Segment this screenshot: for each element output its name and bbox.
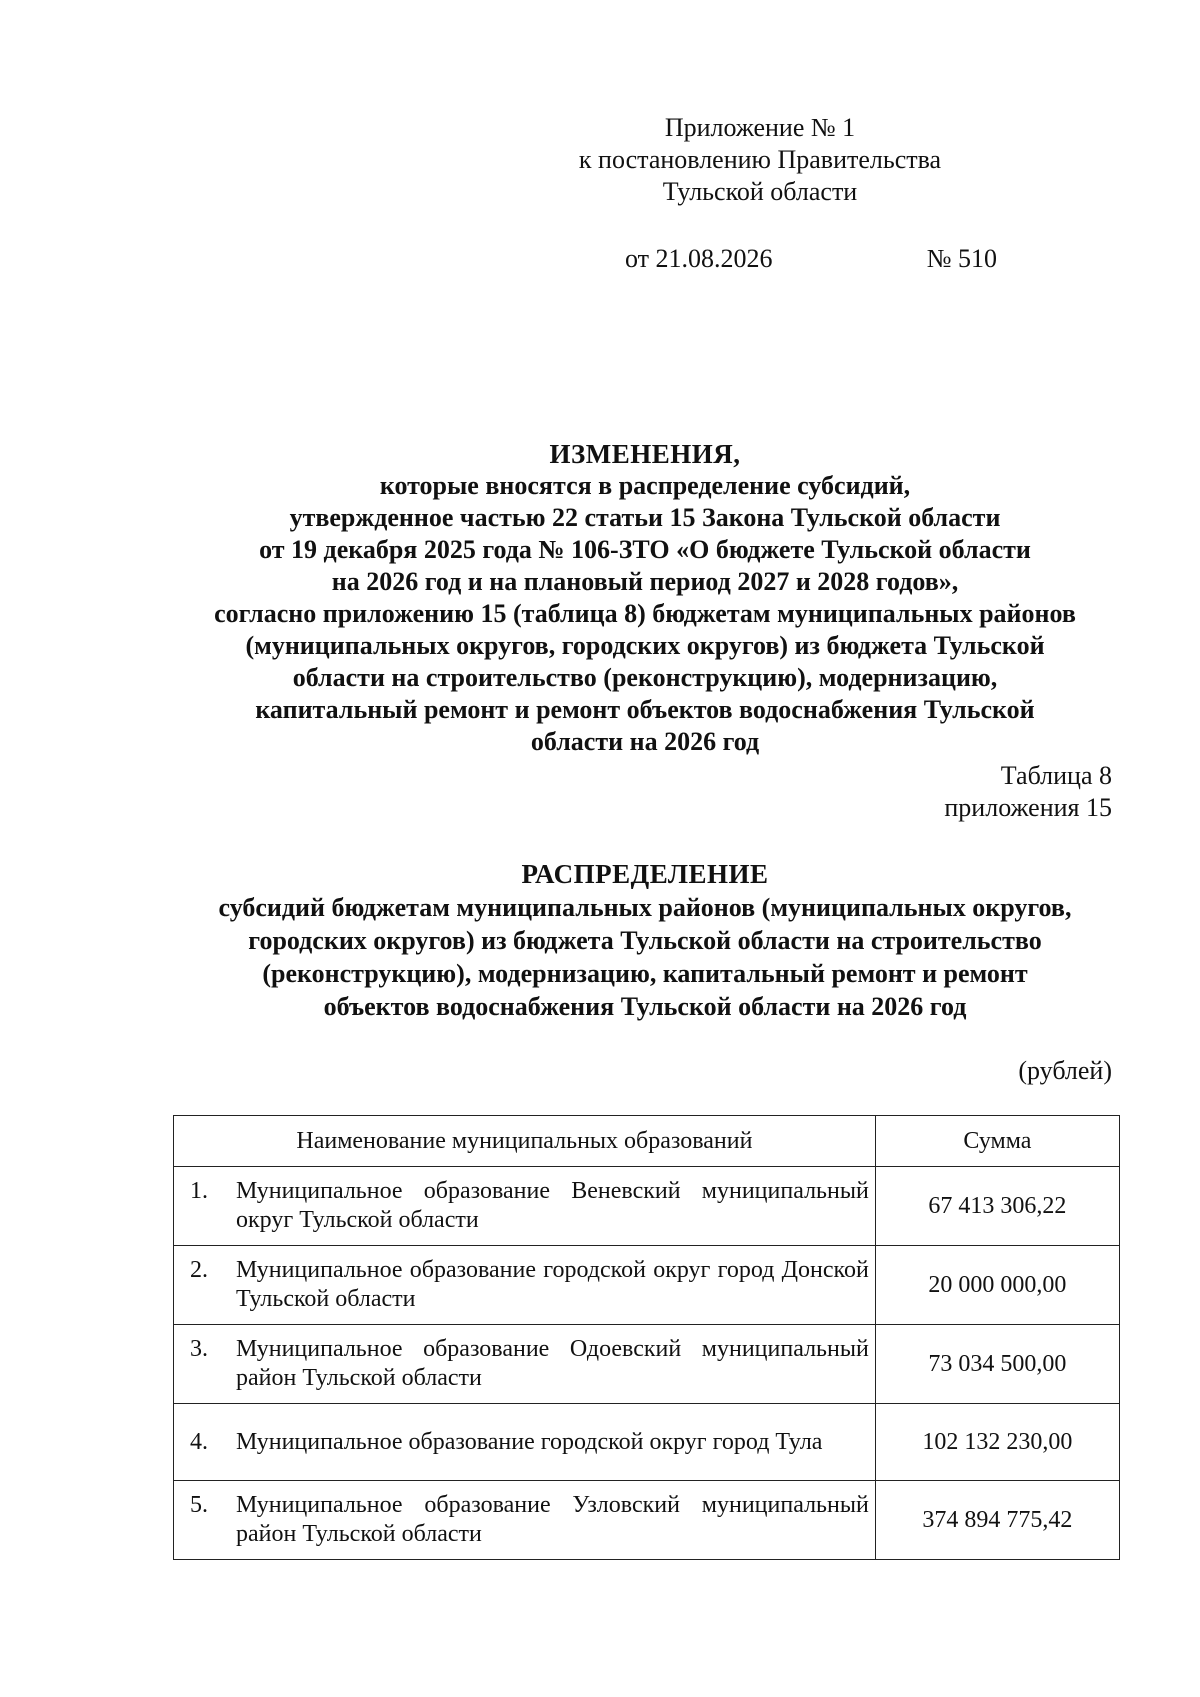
distribution-heading: РАСПРЕДЕЛЕНИЕ	[521, 859, 769, 889]
row-number: 4.	[190, 1428, 208, 1455]
appendix-number: Приложение № 1	[664, 113, 856, 142]
row-name-cell	[174, 1481, 876, 1560]
distribution-table	[173, 1115, 1120, 1560]
distribution-title-line: субсидий бюджетам муниципальных районов (муниципальных округов,	[218, 893, 1072, 922]
row-sum: 67 413 306,22	[875, 1167, 1119, 1246]
decree-date-number	[625, 243, 997, 275]
appendix-region: Тульской области	[662, 177, 858, 206]
municipality-name: Муниципальное образование Веневский муниципальный округ Тульской области	[236, 1178, 869, 1233]
header-sum: Сумма	[875, 1116, 1119, 1167]
changes-title-line: утвержденное частью 22 статьи 15 Закона Тульской области	[289, 503, 1001, 532]
units-label: (рублей)	[1018, 1056, 1112, 1085]
decree-date: от 21.08.2026	[625, 244, 773, 273]
municipality-name: Муниципальное образование городской округ город Донской Тульской области	[236, 1257, 869, 1312]
decree-number: № 510	[926, 244, 997, 273]
row-sum: 20 000 000,00	[875, 1246, 1119, 1325]
changes-title-line: (муниципальных округов, городских округов) из бюджета Тульской	[245, 631, 1045, 660]
table-row	[174, 1325, 1120, 1404]
row-number: 3.	[190, 1336, 208, 1362]
row-name-cell	[174, 1325, 876, 1404]
table-row	[174, 1481, 1120, 1560]
table-number: Таблица 8	[1000, 761, 1112, 790]
row-name-cell	[174, 1167, 876, 1246]
row-number: 1.	[190, 1178, 208, 1204]
municipality-name: Муниципальное образование Узловский муниципальный район Тульской области	[236, 1492, 869, 1547]
row-number: 2.	[190, 1257, 208, 1283]
table-appendix: приложения 15	[944, 793, 1112, 822]
municipality-name: Муниципальное образование Одоевский муниципальный район Тульской области	[236, 1336, 869, 1391]
row-name-cell	[174, 1404, 876, 1481]
row-sum: 73 034 500,00	[875, 1325, 1119, 1404]
distribution-title-line: (реконструкцию), модернизацию, капитальный ремонт и ремонт	[262, 959, 1028, 988]
row-number: 5.	[190, 1492, 208, 1518]
table-row	[174, 1167, 1120, 1246]
distribution-title	[150, 858, 1140, 1023]
row-sum: 374 894 775,42	[875, 1481, 1119, 1560]
appendix-decree-ref: к постановлению Правительства	[578, 145, 942, 174]
changes-title-line: капитальный ремонт и ремонт объектов водоснабжения Тульской	[255, 695, 1035, 724]
row-name-cell	[174, 1246, 876, 1325]
changes-title-line: на 2026 год и на плановый период 2027 и 2028 годов»,	[331, 567, 959, 596]
changes-title	[150, 438, 1140, 758]
changes-heading: ИЗМЕНЕНИЯ,	[549, 439, 741, 469]
changes-title-line: согласно приложению 15 (таблица 8) бюджетам муниципальных районов	[214, 599, 1076, 628]
changes-title-line: области на строительство (реконструкцию), модернизацию,	[292, 663, 998, 692]
table-row	[174, 1404, 1120, 1481]
appendix-reference	[560, 112, 960, 208]
distribution-title-line: городских округов) из бюджета Тульской области на строительство	[248, 926, 1042, 955]
row-sum: 102 132 230,00	[875, 1404, 1119, 1481]
changes-title-line: области на 2026 год	[530, 727, 760, 756]
header-name: Наименование муниципальных образований	[174, 1116, 876, 1167]
table-row	[174, 1246, 1120, 1325]
changes-title-line: от 19 декабря 2025 года № 106-ЗТО «О бюджете Тульской области	[259, 535, 1031, 564]
changes-title-line: которые вносятся в распределение субсидий,	[379, 471, 911, 500]
table-header-row	[174, 1116, 1120, 1167]
distribution-title-line: объектов водоснабжения Тульской области на 2026 год	[323, 992, 967, 1021]
municipality-name: Муниципальное образование городской округ город Тула	[236, 1428, 823, 1455]
table-reference	[944, 760, 1112, 824]
